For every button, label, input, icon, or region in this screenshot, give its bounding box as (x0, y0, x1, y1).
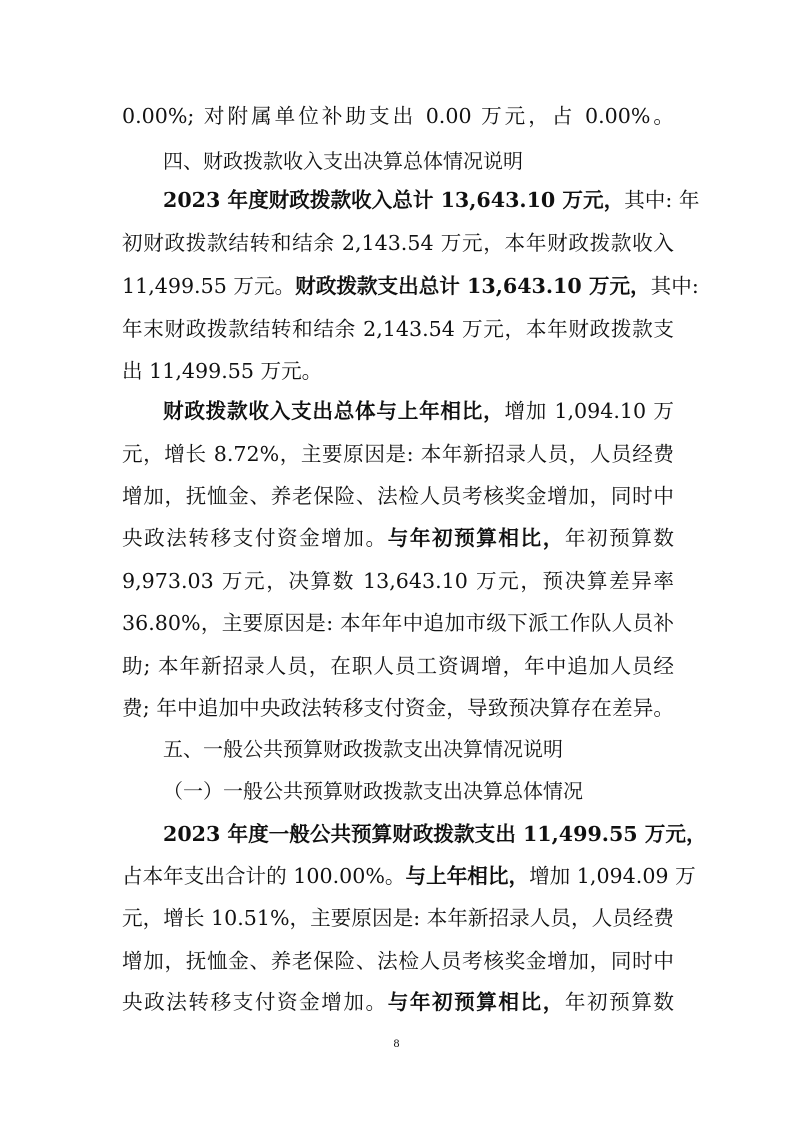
paragraph-line (122, 481, 674, 511)
text-run: 出 11,499.55 万元。 (122, 359, 323, 383)
text-run: 四、财政拨款收入支出决算总体情况说明 (163, 149, 523, 173)
paragraph-line (122, 946, 674, 976)
paragraph-line (122, 651, 674, 681)
text-run: 五、一般公共预算财政拨款支出决算情况说明 (163, 737, 563, 761)
paragraph-line (122, 101, 674, 131)
text-run: 9,973.03 万元，决算数 13,643.10 万元，预决算差异率 (122, 569, 674, 593)
text-run: 0.00%; 对附属单位补助支出 0.00 万元，占 0.00%。 (122, 104, 674, 128)
bold-text: 与年初预算相比， (387, 526, 565, 550)
paragraph-line (122, 861, 696, 891)
paragraph-line (163, 396, 674, 426)
text-run: 其中: (650, 274, 699, 298)
bold-text: 与年初预算相比， (387, 990, 565, 1014)
bold-text: 财政拨款收入支出总体与上年相比， (163, 399, 505, 423)
text-run: 增加 1,094.10 万 (504, 399, 674, 423)
paragraph-line (122, 228, 674, 258)
text-run: 年初预算数 (564, 526, 675, 550)
text-run: 初财政拨款结转和结余 2,143.54 万元，本年财政拨款收入 (122, 231, 674, 255)
section-heading (163, 734, 623, 764)
subsection-heading (163, 776, 623, 806)
text-run: 央政法转移支付资金增加。 (122, 526, 388, 550)
text-run: 费; 年中追加中央政法转移支付资金，导致预决算存在差异。 (122, 696, 674, 720)
paragraph-line (122, 693, 674, 723)
page-number: 8 (393, 1036, 400, 1050)
text-run: 占本年支出合计的 100.00%。 (122, 864, 406, 888)
text-run: 央政法转移支付资金增加。 (122, 990, 388, 1014)
text-run: 其中: 年 (624, 188, 700, 212)
text-run: 11,499.55 万元。 (122, 274, 296, 298)
text-run: 年初预算数 (564, 990, 675, 1014)
text-run: 增加，抚恤金、养老保险、法检人员考核奖金增加，同时中 (122, 484, 674, 508)
paragraph-line (122, 271, 699, 301)
text-run: （一）一般公共预算财政拨款支出决算总体情况 (163, 779, 583, 803)
bold-text: 2023 年度一般公共预算财政拨款支出 11,499.55 万元， (163, 822, 707, 846)
paragraph-line (122, 439, 674, 469)
text-run: 增加，抚恤金、养老保险、法检人员考核奖金增加，同时中 (122, 949, 674, 973)
bold-text: 财政拨款支出总计 13,643.10 万元， (295, 274, 651, 298)
paragraph-line (122, 356, 674, 386)
paragraph-line (163, 819, 707, 849)
text-run: 增加 1,094.09 万 (529, 864, 696, 888)
paragraph-line (122, 987, 674, 1017)
paragraph-line (122, 523, 674, 553)
paragraph-line (163, 185, 700, 215)
text-run: 年末财政拨款结转和结余 2,143.54 万元，本年财政拨款支 (122, 317, 674, 341)
text-run: 元，增长 10.51%，主要原因是: 本年新招录人员，人员经费 (122, 906, 674, 930)
text-run: 助; 本年新招录人员，在职人员工资调增，年中追加人员经 (122, 654, 674, 678)
bold-text: 2023 年度财政拨款收入总计 13,643.10 万元， (163, 188, 625, 212)
text-run: 36.80%，主要原因是: 本年年中追加市级下派工作队人员补 (122, 611, 674, 635)
bold-text: 与上年相比， (405, 864, 530, 888)
text-run: 元，增长 8.72%，主要原因是: 本年新招录人员，人员经费 (122, 442, 674, 466)
paragraph-line (122, 903, 674, 933)
paragraph-line (122, 608, 674, 638)
section-heading (163, 146, 583, 176)
paragraph-line (122, 314, 674, 344)
paragraph-line (122, 566, 674, 596)
